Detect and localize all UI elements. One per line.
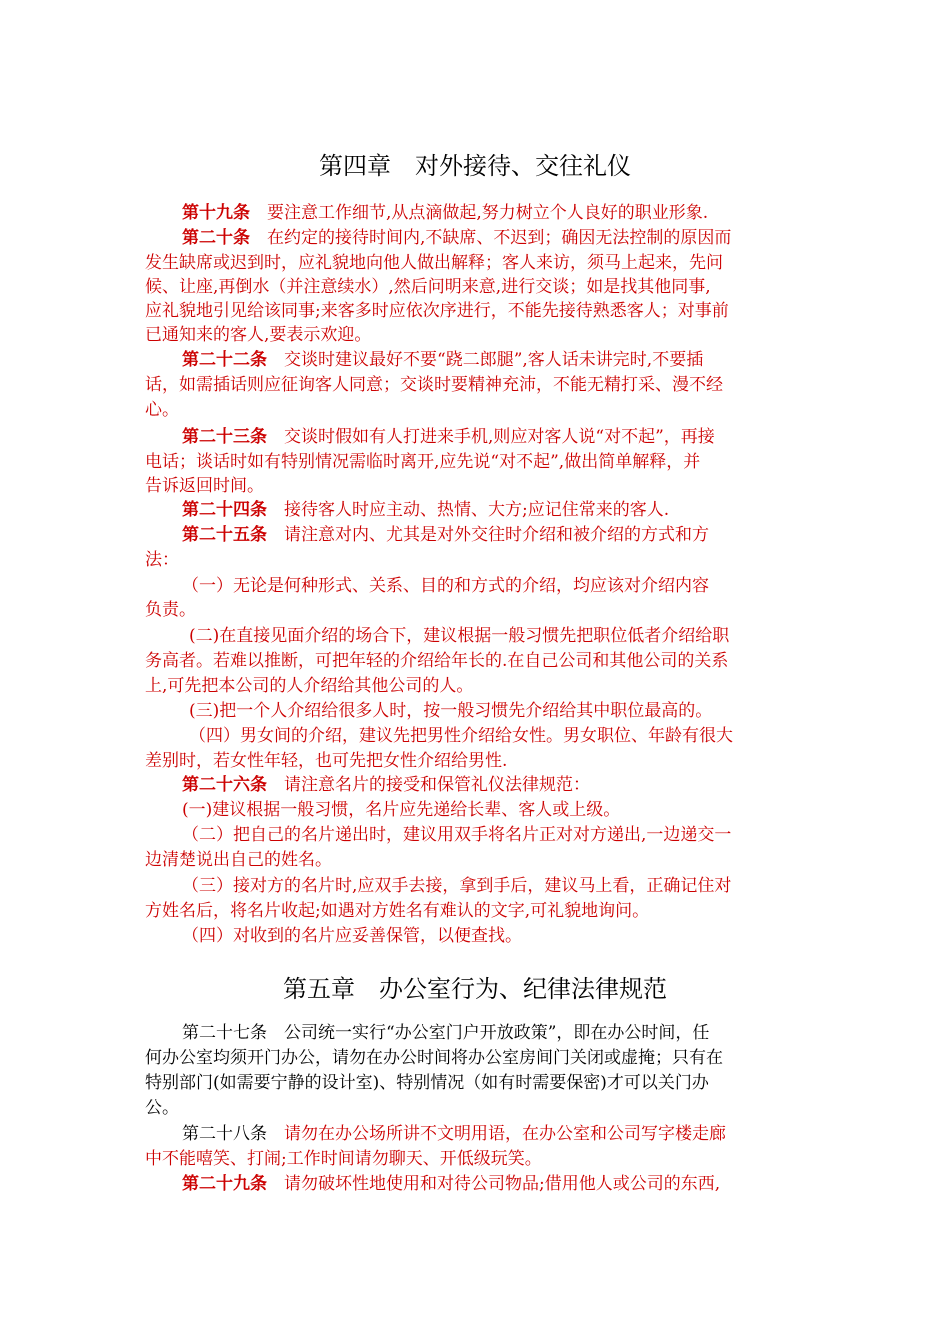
article-label: 第二十二条	[182, 350, 267, 370]
article-text-line: 何办公室均须开门办公，请勿在办公时间将办公室房间门关闭或虚掩；只有在	[145, 1048, 723, 1068]
article-24	[182, 498, 669, 522]
article-label: 第二十四条	[182, 500, 267, 520]
article-text-line: 差别时，若女性年轻，也可先把女性介绍给男性.	[145, 751, 508, 771]
article-text-line: 话，如需插话则应征询客人同意；交谈时要精神充沛，不能无精打采、漫不经	[145, 375, 723, 395]
article-text-line: 特别部门(如需要宁静的设计室)、特别情况（如有时需要保密)才可以关门办	[145, 1073, 709, 1093]
article-text-line: 候、让座,再倒水（并注意续水）,然后问明来意,进行交谈；如是找其他同事,	[145, 277, 711, 297]
article-label: 第二十七条	[182, 1023, 267, 1043]
article-label: 第十九条	[182, 203, 250, 223]
chapter-4-title: 第四章 对外接待、交往礼仪	[319, 152, 631, 180]
article-text-line: 负责。	[145, 600, 196, 620]
article-text: 要注意工作细节,从点滴做起,努力树立个人良好的职业形象.	[250, 203, 709, 223]
article-label: 第二十八条	[182, 1124, 267, 1144]
article-22	[182, 348, 703, 372]
article-text-line: 法：	[145, 550, 179, 570]
article-text-line: 告诉返回时间。	[145, 476, 264, 496]
article-item: （二）把自己的名片递出时，建议用双手将名片正对对方递出,一边递交一	[182, 825, 732, 845]
article-text: 请注意对内、尤其是对外交往时介绍和被介绍的方式和方	[267, 525, 709, 545]
article-item: (二)在直接见面介绍的场合下，建议根据一般习惯先把职位低者介绍给职	[189, 626, 730, 646]
article-text-line: 上,可先把本公司的人介绍给其他公司的人。	[145, 676, 474, 696]
article-text: 公司统一实行“办公室门户开放政策”，即在办公时间，任	[267, 1023, 710, 1043]
article-text: 请注意名片的接受和保管礼仪法律规范：	[267, 775, 590, 795]
article-25	[182, 523, 709, 547]
article-text-line: 已通知来的客人,要表示欢迎。	[145, 325, 372, 345]
article-text-line: 公。	[145, 1098, 179, 1118]
article-text: 交谈时建议最好不要“跷二郎腿”,客人话未讲完时,不要插	[267, 350, 704, 370]
article-item: （一）无论是何种形式、关系、目的和方式的介绍，均应该对介绍内容	[182, 576, 709, 596]
chapter-5-title: 第五章 办公室行为、纪律法律规范	[283, 975, 667, 1003]
article-19	[182, 201, 708, 225]
article-20	[182, 226, 731, 250]
article-text: 请勿破坏性地使用和对待公司物品;借用他人或公司的东西,	[267, 1174, 721, 1194]
article-27	[182, 1021, 709, 1045]
article-item: (三)把一个人介绍给很多人时，按一般习惯先介绍给其中职位最高的。	[189, 701, 713, 721]
article-text-line: 应礼貌地引见给该同事;来客多时应依次序进行，不能先接待熟悉客人；对事前	[145, 301, 729, 321]
article-text: 请勿在办公场所讲不文明用语，在办公室和公司写字楼走廊	[267, 1124, 726, 1144]
article-item: (一)建议根据一般习惯，名片应先递给长辈、客人或上级。	[182, 800, 621, 820]
article-text: 在约定的接待时间内,不缺席、不迟到；确因无法控制的原因而	[250, 228, 732, 248]
article-text-line: 电话；谈话时如有特别情况需临时离开,应先说“对不起”,做出简单解释，并	[145, 452, 701, 472]
article-26	[182, 773, 590, 797]
article-text-line: 边清楚说出自己的姓名。	[145, 850, 332, 870]
article-item: （四）对收到的名片应妥善保管，以便查找。	[182, 926, 522, 946]
article-item: （四）男女间的介绍，建议先把男性介绍给女性。男女职位、年龄有很大	[189, 726, 733, 746]
article-text-line: 发生缺席或迟到时，应礼貌地向他人做出解释；客人来访，须马上起来，先问	[145, 253, 723, 273]
article-text: 交谈时假如有人打进来手机,则应对客人说“对不起”，再接	[267, 427, 715, 447]
article-label: 第二十条	[182, 228, 250, 248]
article-text: 接待客人时应主动、热情、大方;应记住常来的客人.	[267, 500, 670, 520]
article-text-line: 中不能嘻笑、打闹;工作时间请勿聊天、开低级玩笑。	[145, 1149, 542, 1169]
article-label: 第二十三条	[182, 427, 267, 447]
article-label: 第二十九条	[182, 1174, 267, 1194]
article-label: 第二十五条	[182, 525, 267, 545]
article-text-line: 务高者。若难以推断，可把年轻的介绍给年长的.在自己公司和其他公司的关系	[145, 651, 729, 671]
article-29	[182, 1172, 720, 1196]
article-text-line: 心。	[145, 400, 179, 420]
article-item: （三）接对方的名片时,应双手去接，拿到手后，建议马上看，正确记住对	[182, 876, 732, 896]
article-28	[182, 1122, 726, 1146]
article-label: 第二十六条	[182, 775, 267, 795]
article-text-line: 方姓名后，将名片收起;如遇对方姓名有难认的文字,可礼貌地询问。	[145, 901, 650, 921]
article-23	[182, 425, 715, 449]
